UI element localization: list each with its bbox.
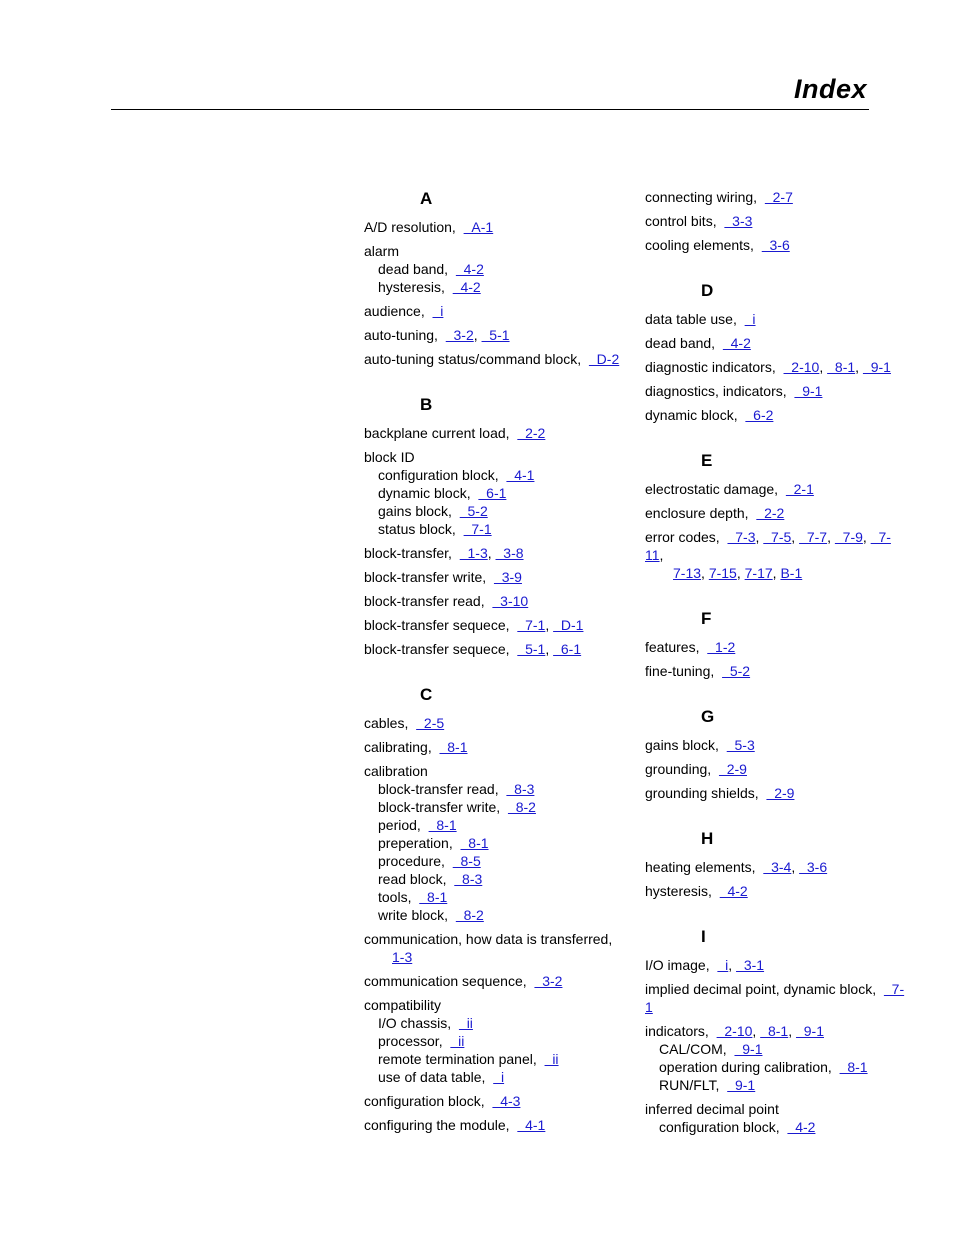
page-link[interactable]: 8-3 [454, 871, 483, 887]
page-link[interactable]: 2-2 [756, 505, 785, 521]
page-link[interactable]: ii [450, 1033, 465, 1049]
entry-term: implied decimal point, dynamic block, [645, 981, 877, 997]
entry-line [645, 882, 905, 900]
entry-term: enclosure depth, [645, 505, 749, 521]
entry-term: calibrating, [364, 739, 432, 755]
index-section [645, 706, 905, 802]
page-link[interactable]: 4-2 [787, 1119, 816, 1135]
index-entry [645, 980, 905, 1016]
page-link[interactable]: 5-3 [726, 737, 755, 753]
entry-line [645, 662, 905, 680]
page-link[interactable]: 8-1 [827, 359, 856, 375]
page-link[interactable]: 7-7 [799, 529, 828, 545]
index-entry [645, 1022, 905, 1094]
page-link[interactable]: 3-6 [799, 859, 828, 875]
page-link[interactable]: 4-2 [719, 883, 748, 899]
page-link[interactable]: 2-1 [785, 481, 814, 497]
entry-term: status block, [378, 521, 456, 537]
entry-line [364, 242, 654, 260]
entry-term: A/D resolution, [364, 219, 456, 235]
index-entry [364, 738, 654, 756]
entry-line [645, 1100, 905, 1118]
entry-term: block-transfer read, [364, 593, 485, 609]
entry-line [364, 930, 654, 948]
entry-line [364, 1092, 654, 1110]
index-entry [364, 1116, 654, 1134]
entry-term: inferred decimal point [645, 1101, 779, 1117]
page-link[interactable]: 4-3 [492, 1093, 521, 1109]
index-entry [645, 784, 905, 802]
section-letter: E [701, 451, 713, 470]
index-entry [364, 448, 654, 538]
entry-term: period, [378, 817, 421, 833]
entry-term: use of data table, [378, 1069, 486, 1085]
entry-term: error codes, [645, 529, 720, 545]
page-link[interactable]: 4-1 [506, 467, 535, 483]
entry-term: block ID [364, 449, 415, 465]
section-letter: B [420, 395, 433, 414]
sub-entry [645, 1076, 905, 1094]
section-letter: C [420, 685, 433, 704]
page-link[interactable]: 5-2 [459, 503, 488, 519]
sub-entry [364, 1032, 654, 1050]
section-letter: D [701, 281, 714, 300]
entry-line [364, 1116, 654, 1134]
index-entry [645, 236, 905, 254]
index-entry [645, 638, 905, 656]
page-link[interactable]: 9-1 [727, 1077, 756, 1093]
page-link[interactable]: 8-1 [839, 1059, 868, 1075]
entry-line: block-transfer sequece, 7-1, D-1 [364, 617, 584, 633]
entry-line [645, 980, 905, 1016]
entry-line [645, 784, 905, 802]
index-entry [364, 302, 654, 320]
entry-line [645, 480, 905, 498]
page-link[interactable]: 4-2 [722, 335, 751, 351]
section-letter: G [701, 707, 715, 726]
index-entry [645, 480, 905, 498]
entry-term: processor, [378, 1033, 443, 1049]
page-link[interactable]: ii [458, 1015, 473, 1031]
index-entry [364, 640, 654, 658]
page-link[interactable]: i [432, 303, 444, 319]
page-link[interactable]: A-1 [463, 219, 494, 235]
page-link[interactable]: 5-1 [481, 327, 510, 343]
page-link[interactable]: 3-2 [445, 327, 474, 343]
sub-entry [364, 1050, 654, 1068]
entry-term: dead band, [645, 335, 716, 351]
entry-line: heating elements, 3-4, 3-6 [645, 859, 828, 875]
page-link[interactable]: 5-2 [722, 663, 751, 679]
entry-line [645, 310, 905, 328]
entry-line: diagnostic indicators, 2-10, 8-1, 9-1 [645, 359, 891, 375]
page-link[interactable]: 2-10 [716, 1023, 753, 1039]
page-link[interactable]: i [744, 311, 756, 327]
page-link[interactable]: 3-9 [493, 569, 522, 585]
sub-entry [364, 816, 654, 834]
sub-entry [364, 260, 654, 278]
page-link[interactable]: 8-3 [506, 781, 535, 797]
page-link[interactable]: 8-2 [507, 799, 536, 815]
entry-term: connecting wiring, [645, 189, 758, 205]
page-link[interactable]: D-2 [588, 351, 620, 367]
entry-term: gains block, [378, 503, 452, 519]
page-link[interactable]: 7-1 [463, 521, 492, 537]
index-entry [645, 882, 905, 900]
entry-line [645, 736, 905, 754]
page-link[interactable]: 3-1 [736, 957, 765, 973]
page-link[interactable]: 4-1 [517, 1117, 546, 1133]
entry-term: cables, [364, 715, 409, 731]
index-entry [645, 662, 905, 680]
page-link[interactable]: 9-1 [795, 1023, 824, 1039]
index-section [645, 188, 905, 254]
entry-line [364, 714, 654, 732]
page-link[interactable]: 1-3 [392, 949, 413, 965]
index-entry [364, 218, 654, 236]
index-entry [364, 544, 654, 562]
entry-term: heating elements, [645, 859, 756, 875]
entry-term: block-transfer sequece, [364, 617, 510, 633]
index-entry [645, 212, 905, 230]
entry-term: tools, [378, 889, 412, 905]
sub-entry [364, 888, 654, 906]
entry-term: features, [645, 639, 700, 655]
entry-term: CAL/COM, [659, 1041, 727, 1057]
entry-line [364, 218, 654, 236]
page-link[interactable]: 7-5 [763, 529, 792, 545]
page-link[interactable]: D-1 [553, 617, 584, 633]
entry-line [364, 350, 654, 368]
entry-term: dynamic block, [645, 407, 738, 423]
index-entry [645, 504, 905, 522]
entry-line [645, 406, 905, 424]
entry-line: auto-tuning, 3-2, 5-1 [364, 327, 510, 343]
index-column-right [645, 188, 905, 1162]
page-link[interactable]: 3-3 [724, 213, 753, 229]
entry-term: compatibility [364, 997, 442, 1013]
sub-entry [364, 906, 654, 924]
entry-term: block-transfer write, [364, 569, 487, 585]
sub-entry [364, 780, 654, 798]
page-link[interactable]: 3-6 [761, 237, 790, 253]
entry-line [645, 236, 905, 254]
index-entry [364, 1092, 654, 1110]
sub-entry [364, 1068, 654, 1086]
entry-term: cooling elements, [645, 237, 754, 253]
sub-entry [364, 852, 654, 870]
sub-entry [645, 1040, 905, 1058]
page-link[interactable]: 2-7 [764, 189, 793, 205]
entry-line: block-transfer sequece, 5-1, 6-1 [364, 641, 582, 657]
sub-entry [364, 798, 654, 816]
index-section [645, 828, 905, 900]
entry-term: indicators, [645, 1023, 709, 1039]
index-entry [364, 326, 654, 344]
sub-entry [364, 484, 654, 502]
index-entry [645, 310, 905, 328]
page-link[interactable]: 7-1 [645, 981, 905, 1015]
entry-line: indicators, 2-10, 8-1, 9-1 [645, 1023, 824, 1039]
index-entry [645, 358, 905, 376]
entry-line [645, 504, 905, 522]
entry-line [645, 638, 905, 656]
index-entry [645, 382, 905, 400]
page-link[interactable]: 9-1 [794, 383, 823, 399]
page-link[interactable]: 7-9 [834, 529, 863, 545]
entry-continuation: 7-13, 7-15, 7-17, B-1 [673, 565, 803, 581]
index-entry [364, 930, 654, 966]
entry-line [645, 188, 905, 206]
page-link[interactable]: B-1 [780, 565, 803, 581]
index-entry [364, 350, 654, 368]
page-link[interactable]: 7-11 [645, 529, 891, 563]
entry-line: block-transfer, 1-3, 3-8 [364, 545, 524, 561]
entry-term: grounding shields, [645, 785, 759, 801]
entry-term: block-transfer read, [378, 781, 499, 797]
entry-term: auto-tuning status/command block, [364, 351, 582, 367]
index-entry [364, 714, 654, 732]
index-entry [645, 188, 905, 206]
entry-line [364, 568, 654, 586]
entry-term: communication, how data is transferred, [364, 931, 613, 947]
page-link[interactable]: 8-1 [439, 739, 468, 755]
entry-term: grounding, [645, 761, 712, 777]
page-link[interactable]: 4-2 [452, 279, 481, 295]
entry-term: calibration [364, 763, 428, 779]
entry-term: data table use, [645, 311, 737, 327]
entry-term: I/O chassis, [378, 1015, 452, 1031]
index-section [645, 926, 905, 1136]
page-link[interactable]: 5-1 [517, 641, 546, 657]
page-link[interactable]: 3-8 [495, 545, 524, 561]
index-entry [645, 956, 905, 974]
page-link[interactable]: 4-2 [455, 261, 484, 277]
section-letter: F [701, 609, 712, 628]
index-section [645, 608, 905, 680]
page-link[interactable]: i [717, 957, 729, 973]
entry-term: block-transfer sequece, [364, 641, 510, 657]
entry-term: RUN/FLT, [659, 1077, 720, 1093]
entry-term: audience, [364, 303, 425, 319]
entry-term: alarm [364, 243, 400, 259]
index-section [364, 188, 654, 368]
index-entry [364, 972, 654, 990]
entry-term: configuration block, [364, 1093, 485, 1109]
entry-term: gains block, [645, 737, 719, 753]
index-entry [645, 334, 905, 352]
index-column-left [364, 188, 654, 1160]
entry-term: electrostatic damage, [645, 481, 779, 497]
index-entry [364, 568, 654, 586]
entry-term: remote termination panel, [378, 1051, 537, 1067]
entry-line [364, 448, 654, 466]
page-title: Index [793, 74, 867, 104]
page-link[interactable]: 6-1 [553, 641, 582, 657]
index-entry [364, 762, 654, 924]
entry-line [645, 382, 905, 400]
entry-line [364, 762, 654, 780]
entry-term: preperation, [378, 835, 453, 851]
entry-term: configuration block, [378, 467, 499, 483]
index-entry [645, 858, 905, 876]
page-link[interactable]: 3-4 [763, 859, 792, 875]
page-link[interactable]: 2-10 [783, 359, 820, 375]
sub-entry [645, 1118, 905, 1136]
entry-term: dynamic block, [378, 485, 471, 501]
entry-term: operation during calibration, [659, 1059, 832, 1075]
sub-entry [645, 1058, 905, 1076]
entry-term: I/O image, [645, 957, 710, 973]
entry-term: dead band, [378, 261, 449, 277]
sub-entry [364, 870, 654, 888]
sub-entry [364, 520, 654, 538]
section-letter: A [420, 189, 433, 208]
entry-line [645, 760, 905, 778]
index-entry [364, 996, 654, 1086]
page-link[interactable]: 7-17 [744, 565, 773, 581]
sub-entry [364, 466, 654, 484]
page-link[interactable]: 2-9 [718, 761, 747, 777]
index-entry [364, 242, 654, 296]
index-entry [645, 736, 905, 754]
page-link[interactable]: 8-2 [455, 907, 484, 923]
section-letter: I [701, 927, 706, 946]
entry-term: write block, [378, 907, 449, 923]
page-link[interactable]: 7-15 [708, 565, 737, 581]
entry-term: communication sequence, [364, 973, 527, 989]
page-link[interactable]: i [493, 1069, 505, 1085]
entry-line [364, 738, 654, 756]
entry-continuation [364, 948, 654, 966]
page-link[interactable]: ii [544, 1051, 559, 1067]
page-link[interactable]: 8-5 [452, 853, 481, 869]
entry-line [364, 592, 654, 610]
page-link[interactable]: 7-13 [673, 565, 702, 581]
entry-term: hysteresis, [378, 279, 445, 295]
page-link[interactable]: 8-1 [419, 889, 448, 905]
entry-term: diagnostic indicators, [645, 359, 776, 375]
page-link[interactable]: 6-1 [478, 485, 507, 501]
page-link[interactable]: 1-3 [459, 545, 488, 561]
page-link[interactable]: 3-10 [492, 593, 529, 609]
index-section [645, 280, 905, 424]
entry-term: fine-tuning, [645, 663, 715, 679]
index-entry [364, 424, 654, 442]
entry-term: hysteresis, [645, 883, 712, 899]
page-link[interactable]: 9-1 [862, 359, 891, 375]
page-link[interactable]: 7-3 [727, 529, 756, 545]
index-entry [364, 592, 654, 610]
page-link[interactable]: 7-1 [517, 617, 546, 633]
page-link[interactable]: 2-2 [517, 425, 546, 441]
entry-term: block-transfer write, [378, 799, 501, 815]
page-link[interactable]: 3-2 [534, 973, 563, 989]
entry-line: error codes, 7-3, 7-5, 7-7, 7-9, 7-11, [645, 529, 891, 563]
entry-term: read block, [378, 871, 447, 887]
page-link[interactable]: 2-9 [766, 785, 795, 801]
header-rule [111, 109, 869, 110]
index-entry [645, 760, 905, 778]
page-link[interactable]: 8-1 [460, 835, 489, 851]
entry-term: procedure, [378, 853, 445, 869]
entry-line [645, 334, 905, 352]
sub-entry [364, 1014, 654, 1032]
sub-entry [364, 278, 654, 296]
entry-line [364, 996, 654, 1014]
entry-line [645, 212, 905, 230]
index-entry [645, 528, 905, 582]
page-link[interactable]: 9-1 [734, 1041, 763, 1057]
entry-line [364, 302, 654, 320]
index-section [364, 684, 654, 1134]
entry-line [364, 972, 654, 990]
index-entry [364, 616, 654, 634]
index-section [364, 394, 654, 658]
entry-term: configuring the module, [364, 1117, 510, 1133]
page-link[interactable]: 1-2 [707, 639, 736, 655]
page-link[interactable]: 2-5 [416, 715, 445, 731]
entry-line: I/O image, i, 3-1 [645, 957, 765, 973]
page-link[interactable]: 8-1 [760, 1023, 789, 1039]
entry-term: control bits, [645, 213, 717, 229]
entry-term: diagnostics, indicators, [645, 383, 787, 399]
page-link[interactable]: 8-1 [428, 817, 457, 833]
entry-term: backplane current load, [364, 425, 510, 441]
index-entry [645, 1100, 905, 1136]
index-entry [645, 406, 905, 424]
entry-term: configuration block, [659, 1119, 780, 1135]
section-letter: H [701, 829, 714, 848]
entry-term: auto-tuning, [364, 327, 438, 343]
sub-entry [364, 502, 654, 520]
entry-line [364, 424, 654, 442]
index-section [645, 450, 905, 582]
entry-term: block-transfer, [364, 545, 452, 561]
page-link[interactable]: 6-2 [745, 407, 774, 423]
sub-entry [364, 834, 654, 852]
